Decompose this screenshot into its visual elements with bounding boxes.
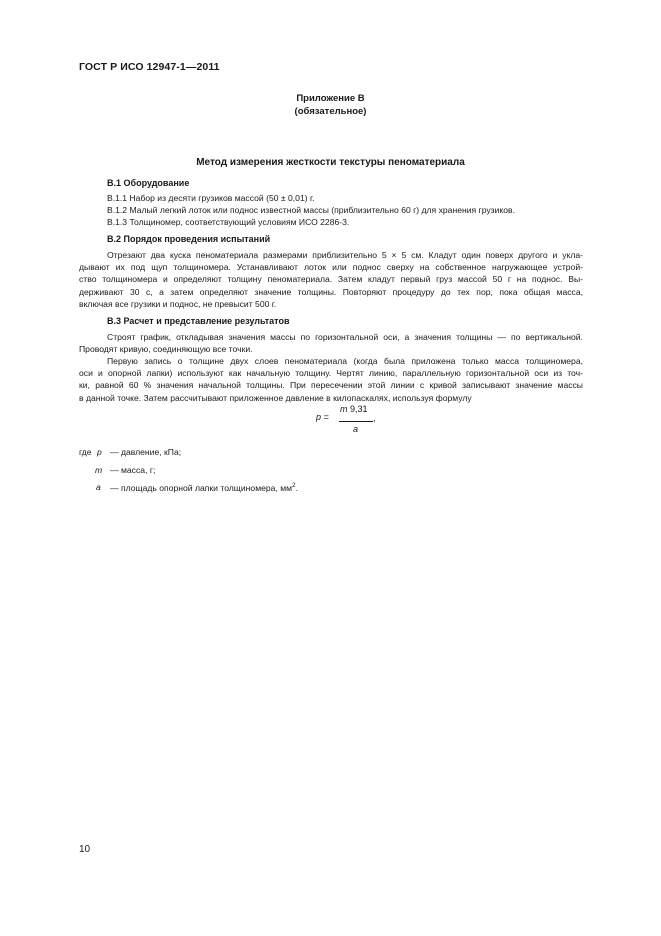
b3-paragraph-1 <box>79 331 583 355</box>
b3-p2-line-1: Первую запись о толщине двух слоев пеноматериала (когда была приложена только масса толщиномера, <box>107 356 583 366</box>
document-code: ГОСТ Р ИСО 12947-1—2011 <box>79 61 220 73</box>
where-sym-p-text: p <box>97 447 102 457</box>
b3-p1-line-2: Проводят кривую, соединяющую все точки. <box>79 344 253 355</box>
formula-numerator-var: m <box>340 404 348 414</box>
b2-line-3: ство толщиномера и определяют толщину пеноматериала. Затем кладут первый груз массой 50 г на поднос. Вы- <box>79 274 583 285</box>
b3-p1-line-1: Строят график, откладывая значения массы по горизонтальной оси, а значения толщины — по вертикальной. <box>107 332 583 342</box>
b2-line-1: Отрезают два куска пеноматериала размерами приблизительно 5 × 5 см. Кладут один поверх другого и укла- <box>107 250 583 260</box>
section-b3-heading: В.3 Расчет и представление результатов <box>107 316 290 326</box>
section-b2-heading: В.2 Порядок проведения испытаний <box>107 234 271 244</box>
where-desc-a-end: . <box>295 482 299 493</box>
where-desc-p: — давление, кПа; <box>110 447 182 457</box>
formula-denominator <box>353 424 358 434</box>
b3-p2-line-3: ки, равной 60 % значения начальной толщины. При пересечении этой линии с кривой записывают значение массы <box>79 380 583 391</box>
formula-lhs <box>316 412 329 422</box>
b3-p2-line-2: оси и опорной лапки) используют как начальную толщину. Чертят линию, параллельную горизонтальной оси из точ- <box>79 368 583 379</box>
formula-numerator <box>340 404 368 414</box>
where-desc-m: — масса, г; <box>110 465 156 475</box>
section-b1-heading: В.1 Оборудование <box>107 178 190 188</box>
method-title: Метод измерения жесткости текстуры пеноматериала <box>196 157 465 168</box>
where-desc-a-text: — площадь опорной лапки толщиномера, мм <box>110 482 293 493</box>
formula-numerator-const: 9,31 <box>350 404 368 414</box>
b1-item-3: В.1.3 Толщиномер, соответствующий условиям ИСО 2286-3. <box>107 217 350 227</box>
formula-denominator-var: a <box>353 424 359 434</box>
annex-status: (обязательное) <box>294 106 367 117</box>
b2-line-4: держивают 30 с, а затем определяют значение толщины. Повторяют процедуру до тех пор, пока общая масса, <box>79 286 583 297</box>
annex-title: Приложение В <box>296 93 365 104</box>
where-desc-a-sup: 2 <box>292 482 296 489</box>
where-sym-p <box>97 447 102 457</box>
where-desc-a <box>110 482 298 493</box>
b2-line-5: включая все грузики и поднос, не превысит 500 г. <box>79 298 277 309</box>
where-sym-m-text: m <box>95 465 103 475</box>
where-sym-a-text: a <box>96 482 101 492</box>
b2-paragraph <box>79 249 583 310</box>
b3-paragraph-2 <box>79 355 583 404</box>
b1-item-1: В.1.1 Набор из десяти грузиков массой (50 ± 0,01) г. <box>107 193 315 203</box>
b2-line-2: дывают их под щуп толщиномера. Устанавливают лоток или поднос сверху на собственное нагружающее устрой- <box>79 262 583 273</box>
where-sym-a <box>96 482 101 492</box>
fraction-bar <box>339 421 373 422</box>
formula-lhs-text: p = <box>316 412 329 422</box>
b1-item-2: В.1.2 Малый легкий лоток или поднос известной массы (приблизительно 60 г) для хранения грузиков. <box>107 205 516 215</box>
page-number: 10 <box>79 844 91 855</box>
b3-p2-line-4: в данной точке. Затем рассчитывают приложенное давление в килопаскалях, используя формулу <box>79 392 472 403</box>
where-sym-m <box>95 465 102 475</box>
where-prefix: где <box>79 447 92 457</box>
formula-trail: , <box>373 413 376 423</box>
